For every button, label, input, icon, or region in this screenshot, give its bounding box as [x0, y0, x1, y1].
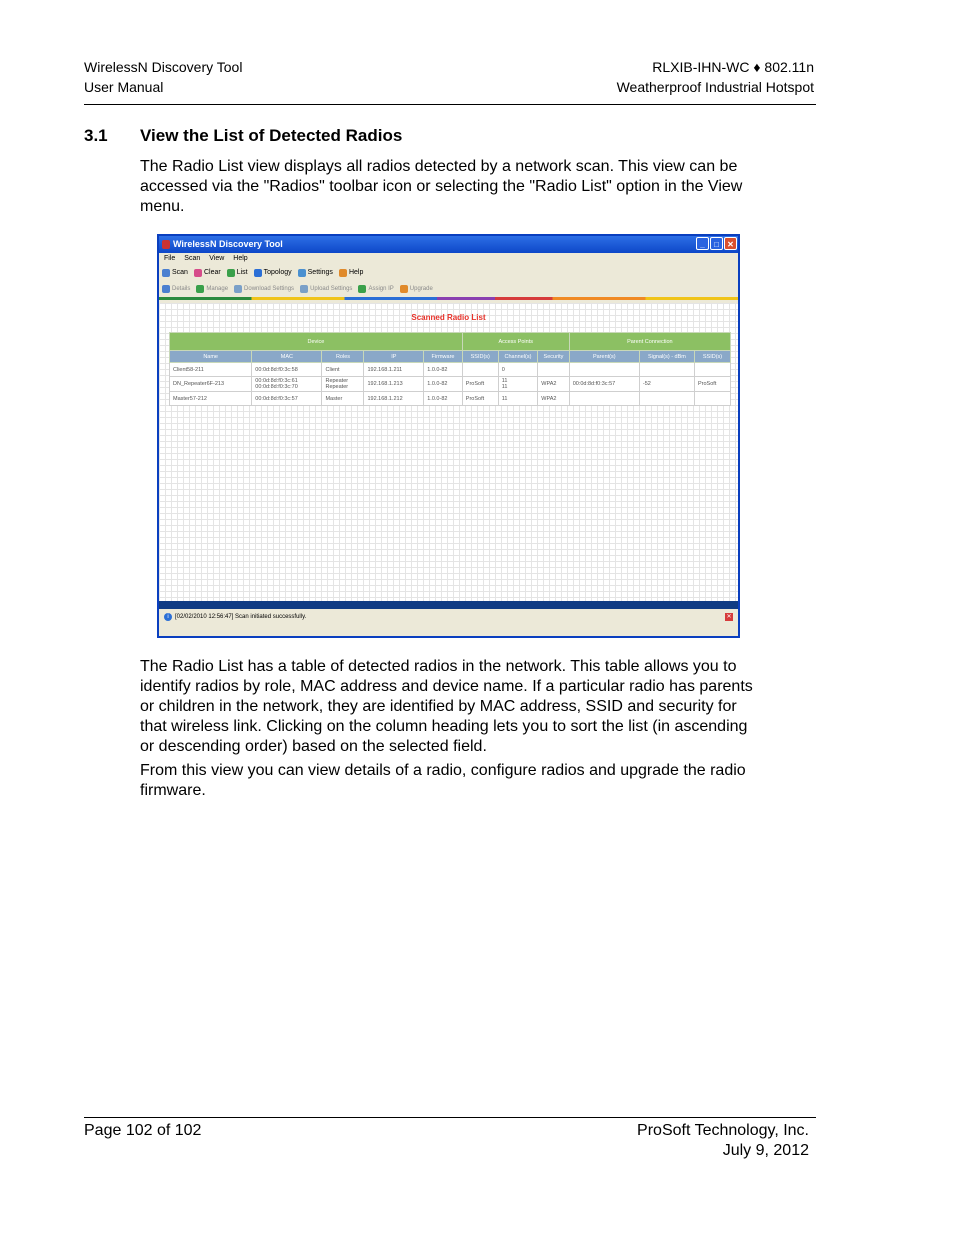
table-cell: 1.0.0-82 [424, 392, 463, 406]
toolbar-button-label: Upload Settings [310, 286, 353, 292]
footer-right [637, 1121, 809, 1161]
header-model-desc: Weatherproof Industrial Hotspot [616, 79, 814, 95]
table-cell [695, 392, 731, 406]
status-divider [159, 601, 738, 609]
table-row[interactable] [170, 377, 731, 392]
group-access-points-header: Access Points [462, 333, 569, 351]
page-number: Page 102 of 102 [84, 1122, 202, 1139]
status-message: [02/02/2010 12:56:47] Scan initiated successfully. [175, 614, 307, 620]
footer-rule [84, 1117, 816, 1118]
intro-paragraph: The Radio List view displays all radios detected by a network scan. This view can be accessed via the "Radios" toolbar icon or selecting the "Radio List" option in the View menu. [140, 158, 743, 215]
toolbar-details-button[interactable] [162, 281, 190, 297]
table-cell: Client58-211 [170, 363, 252, 377]
download-icon [234, 285, 242, 293]
table-cell [639, 363, 694, 377]
window-titlebar [159, 236, 738, 253]
table-cell [639, 392, 694, 406]
manage-icon [196, 285, 204, 293]
column-header[interactable]: IP [364, 351, 424, 363]
upgrade-icon [400, 285, 408, 293]
app-screenshot-window [157, 234, 740, 638]
dismiss-icon[interactable]: ✕ [726, 614, 732, 620]
table-cell: 00:0d:8d:f0:3c:61 00:0d:8d:f0:3c:70 [252, 377, 322, 392]
column-header[interactable]: Signal(s) - dBm [639, 351, 694, 363]
footer-date: July 9, 2012 [722, 1142, 809, 1159]
table-cell: 11 [498, 392, 538, 406]
toolbar-button-label: Topology [263, 269, 292, 276]
table-cell: 0 [498, 363, 538, 377]
menu-scan[interactable]: Scan [184, 255, 201, 262]
table-cell: 1.0.0-82 [424, 377, 463, 392]
toolbar-clear-button[interactable] [194, 265, 221, 281]
table-cell [695, 363, 731, 377]
table-cell: -52 [639, 377, 694, 392]
running-header-left [84, 57, 242, 97]
column-header[interactable]: Firmware [424, 351, 463, 363]
table-row[interactable] [170, 392, 731, 406]
radio-list-panel [159, 303, 738, 601]
menu-file[interactable]: File [164, 255, 176, 262]
toolbar-help-button[interactable] [339, 265, 363, 281]
column-header[interactable]: Channel(s) [498, 351, 538, 363]
table-cell: 00:0d:8d:f0:3c:57 [252, 392, 322, 406]
toolbar-settings-button[interactable] [298, 265, 333, 281]
menu-bar [159, 253, 738, 265]
table-cell: 1.0.0-82 [424, 363, 463, 377]
table-cell: ProSoft [695, 377, 731, 392]
body-paragraph-1: The Radio List has a table of detected radios in the network. This table allows you to identify radios by role, MAC address and device name. If a particular radio has parents or children in the network, they are identified by MAC address, SSID and security for that wireless link. Clicking on the column heading lets you to sort the list (in ascending or descending order) based on the selected field. [140, 658, 753, 755]
secondary-toolbar [159, 281, 738, 297]
toolbar-scan-button[interactable] [162, 265, 188, 281]
header-model: RLXIB-IHN-WC ♦ 802.11n [652, 59, 814, 75]
table-cell: Master57-212 [170, 392, 252, 406]
details-icon [162, 285, 170, 293]
scanned-radio-list-title: Scanned Radio List [411, 313, 486, 322]
toolbar-button-label: Manage [206, 286, 229, 292]
section-title: View the List of Detected Radios [140, 126, 403, 145]
table-cell: 192.168.1.212 [364, 392, 424, 406]
table-cell: Master [322, 392, 364, 406]
menu-help[interactable]: Help [233, 255, 248, 262]
table-cell: 00:0d:8d:f0:3c:58 [252, 363, 322, 377]
table-cell: 00:0d:8d:f0:3c:57 [569, 377, 639, 392]
toolbar-button-label: Details [172, 286, 191, 292]
main-toolbar [159, 265, 738, 281]
table-cell [538, 363, 569, 377]
toolbar-button-label: Clear [203, 269, 221, 276]
help-icon [339, 269, 347, 277]
info-icon: i [164, 613, 172, 621]
tools-icon [298, 269, 306, 277]
header-rule [84, 104, 816, 105]
column-header[interactable]: MAC [252, 351, 322, 363]
toolbar-button-label: Download Settings [244, 286, 295, 292]
radio-list-table [169, 332, 731, 406]
eraser-icon [194, 269, 202, 277]
column-header[interactable]: Parent(s) [569, 351, 639, 363]
column-header[interactable]: Roles [322, 351, 364, 363]
window-title: WirelessN Discovery Tool [173, 239, 283, 249]
check-icon [358, 285, 366, 293]
status-bar [159, 609, 738, 626]
running-header-right [617, 57, 814, 97]
table-cell [462, 363, 498, 377]
table-cell: WPA2 [538, 377, 569, 392]
table-cell: 11 11 [498, 377, 538, 392]
toolbar-button-label: Assign IP [368, 286, 394, 292]
table-cell [569, 392, 639, 406]
header-product-name: WirelessN Discovery Tool [84, 59, 243, 75]
toolbar-button-label: Upgrade [409, 286, 433, 292]
tower-icon [227, 269, 235, 277]
upload-icon [300, 285, 308, 293]
table-cell: 192.168.1.211 [364, 363, 424, 377]
column-header[interactable]: Security [538, 351, 569, 363]
table-cell: ProSoft [462, 377, 498, 392]
table-cell: Repeater Repeater [322, 377, 364, 392]
body-paragraph-2: From this view you can view details of a radio, configure radios and upgrade the radio firmware. [140, 762, 746, 799]
toolbar-button-label: List [236, 269, 248, 276]
toolbar-list-button[interactable] [227, 265, 248, 281]
minimize-icon[interactable]: _ [696, 237, 709, 250]
group-device-header: Device [170, 333, 463, 351]
column-header[interactable]: SSID(s) [695, 351, 731, 363]
toolbar-manage-button[interactable] [196, 281, 228, 297]
column-header[interactable]: Name [170, 351, 252, 363]
toolbar-upload-settings-button[interactable] [300, 281, 352, 297]
maximize-icon[interactable]: □ [710, 237, 723, 250]
header-doc-type: User Manual [84, 79, 164, 95]
column-header[interactable]: SSID(s) [462, 351, 498, 363]
magnifier-icon [162, 269, 170, 277]
table-cell [569, 363, 639, 377]
toolbar-download-settings-button[interactable] [234, 281, 294, 297]
table-cell: DN_Repeater6F-213 [170, 377, 252, 392]
group-parent-connection-header: Parent Connection [569, 333, 730, 351]
toolbar-topology-button[interactable] [254, 265, 292, 281]
menu-view[interactable]: View [209, 255, 225, 262]
table-cell: ProSoft [462, 392, 498, 406]
toolbar-upgrade-button[interactable] [400, 281, 433, 297]
table-row[interactable] [170, 363, 731, 377]
footer-company: ProSoft Technology, Inc. [637, 1122, 809, 1139]
toolbar-button-label: Scan [172, 269, 188, 276]
toolbar-button-label: Settings [307, 269, 333, 276]
color-stripe [159, 297, 738, 300]
app-logo-icon [162, 240, 170, 249]
table-cell: WPA2 [538, 392, 569, 406]
table-cell: 192.168.1.213 [364, 377, 424, 392]
close-icon[interactable]: ✕ [724, 237, 737, 250]
section-number: 3.1 [84, 126, 108, 145]
toolbar-button-label: Help [348, 269, 364, 276]
toolbar-assign-ip-button[interactable] [358, 281, 393, 297]
table-cell: Client [322, 363, 364, 377]
topology-icon [254, 269, 262, 277]
